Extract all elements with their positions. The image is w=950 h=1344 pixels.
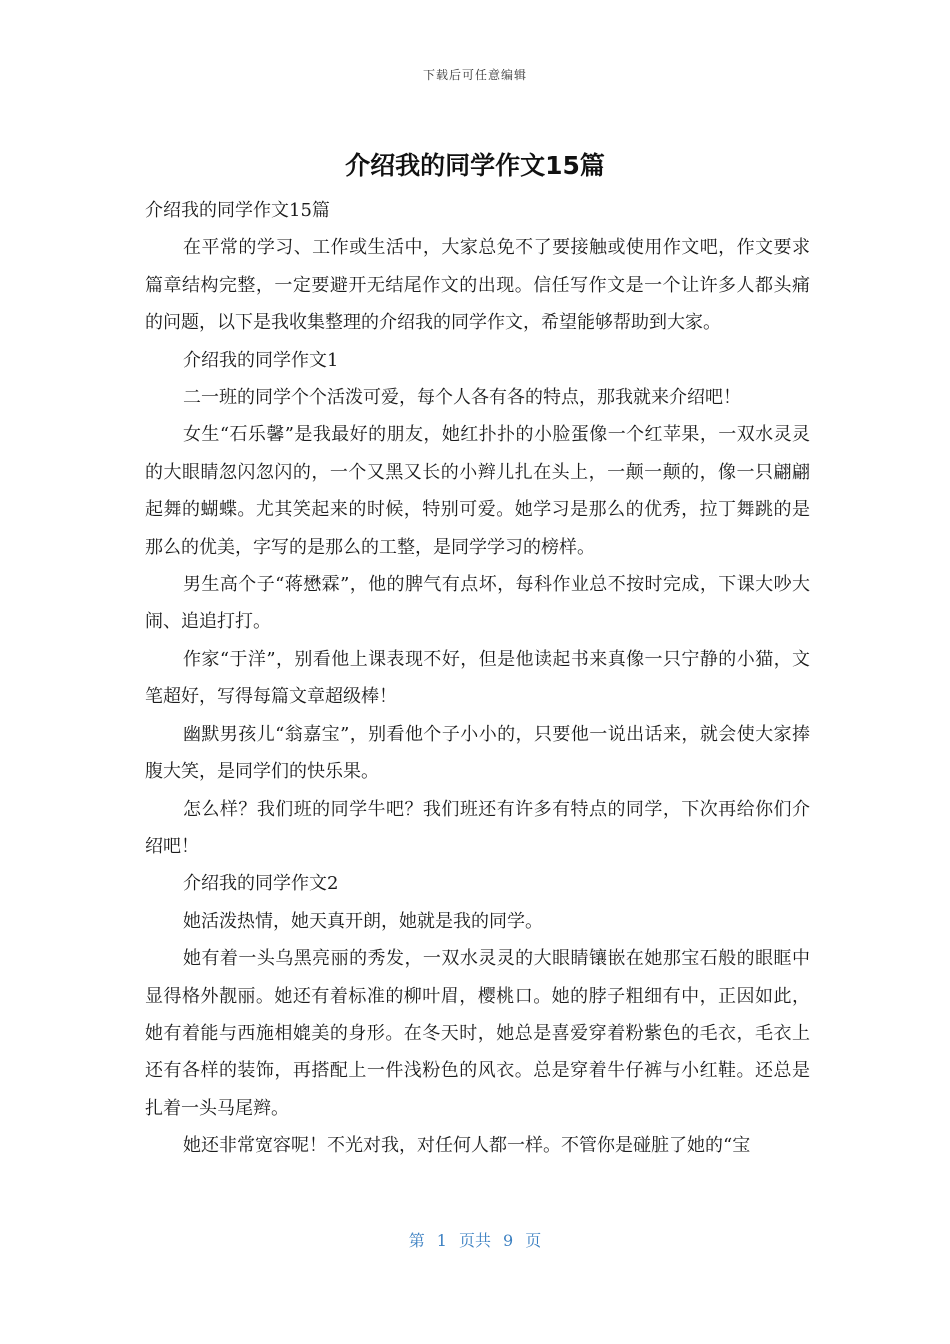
- body-paragraph: 在平常的学习、工作或生活中，大家总免不了要接触或使用作文吧，作文要求篇章结构完整，一定要避开无结尾作文的出现。信任写作文是一个让许多人都头痛的问题，以下是我收集整理的介绍我的同学作文，希望能够帮助到大家。: [145, 237, 810, 334]
- body-paragraph: 介绍我的同学作文15篇: [145, 200, 330, 221]
- body-paragraph: 怎么样？我们班的同学牛吧？我们班还有许多有特点的同学，下次再给你们介绍吧！: [145, 798, 810, 857]
- document-body: [145, 192, 810, 1165]
- section-heading: 介绍我的同学作文1: [183, 349, 339, 371]
- body-paragraph: 女生“石乐馨”是我最好的朋友，她红扑扑的小脸蛋像一个红苹果，一双水灵灵的大眼睛忽闪忽闪的，一个又黑又长的小辫儿扎在头上，一颠一颠的，像一只翩翩起舞的蝴蝶。尤其笑起来的时候，特别可爱。她学习是那么的优秀，拉丁舞跳的是那么的优美，字写的是那么的工整，是同学学习的榜样。: [145, 424, 810, 558]
- body-paragraph: 男生高个子“蒋懋霖”，他的脾气有点坏，每科作业总不按时完成，下课大吵大闹、追追打打。: [145, 574, 810, 633]
- page-label-prefix: 第: [408, 1231, 425, 1250]
- body-paragraph: 作家“于洋”，别看他上课表现不好，但是他读起书来真像一只宁静的小猫，文笔超好，写得每篇文章超级棒！: [145, 648, 810, 708]
- body-paragraph: 她有着一头乌黑亮丽的秀发，一双水灵灵的大眼睛镶嵌在她那宝石般的眼眶中显得格外靓丽。她还有着标准的柳叶眉，樱桃口。她的脖子粗细有中，正因如此，她有着能与西施相媲美的身形。在冬天时，她总是喜爱穿着粉紫色的毛衣，毛衣上还有各样的装饰，再搭配上一件浅粉色的风衣。总是穿着牛仔裤与小红鞋。还总是扎着一头马尾辫。: [145, 948, 810, 1119]
- header-note: 下载后可任意编辑: [422, 68, 527, 82]
- page-number: 1: [436, 1231, 447, 1250]
- page-footer: [0, 1228, 950, 1251]
- total-pages: 9: [503, 1231, 514, 1250]
- body-paragraph: 幽默男孩儿“翁嘉宝”，别看他个子小小的，只要他一说出话来，就会使大家捧腹大笑，是同学们的快乐果。: [145, 723, 810, 783]
- section-heading: 介绍我的同学作文2: [183, 873, 339, 895]
- body-paragraph: 她活泼热情，她天真开朗，她就是我的同学。: [183, 910, 543, 932]
- body-paragraph: 她还非常宽容呢！不光对我，对任何人都一样。不管你是碰脏了她的“宝: [183, 1135, 751, 1157]
- page-label-mid: 页共: [458, 1231, 491, 1250]
- page-label-suffix: 页: [525, 1231, 542, 1250]
- body-paragraph: 二一班的同学个个活泼可爱，每个人各有各的特点，那我就来介绍吧！: [183, 387, 741, 409]
- document-title: 介绍我的同学作文15篇: [345, 151, 605, 180]
